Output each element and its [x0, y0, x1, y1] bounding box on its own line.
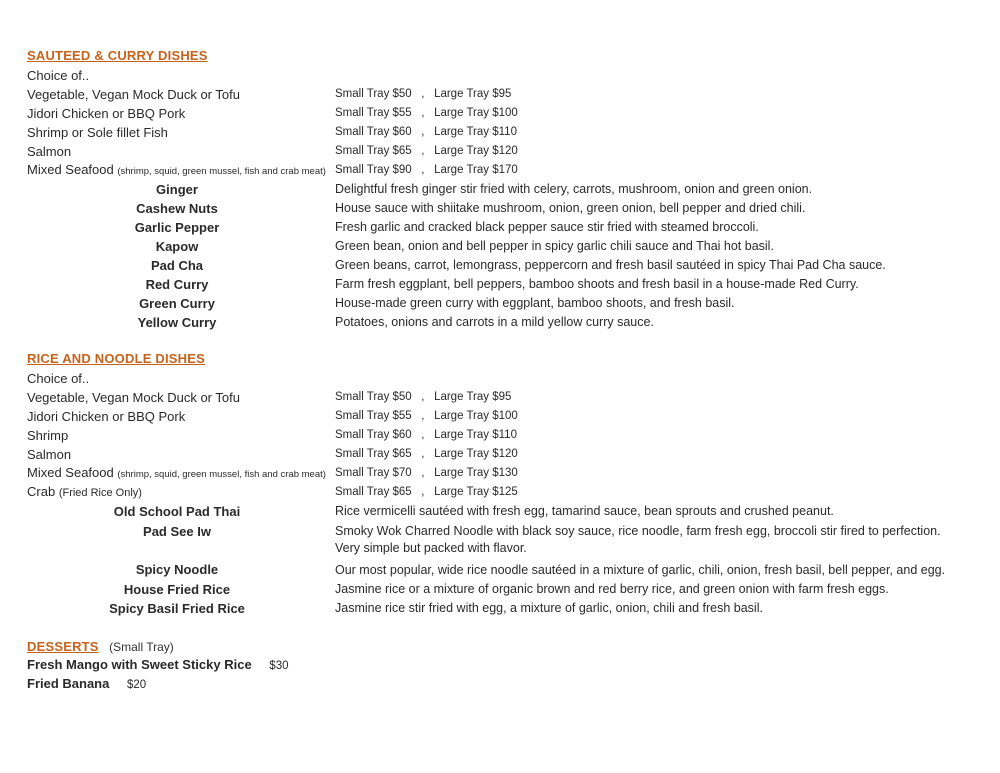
dish-name: Spicy Basil Fried Rice — [109, 601, 245, 616]
dish-description: Fresh garlic and cracked black pepper sauce stir fried with steamed broccoli. — [335, 220, 759, 234]
dessert-price: $20 — [126, 679, 147, 691]
dessert-item — [27, 676, 146, 691]
protein-note: (shrimp, squid, green mussel, fish and crab meat) — [117, 469, 326, 480]
protein-note: (Fried Rice Only) — [58, 487, 142, 499]
dish-description: Jasmine rice or a mixture of organic brown and red berry rice, and green onion with farm fresh eggs. — [335, 582, 889, 596]
dessert-name: Fresh Mango with Sweet Sticky Rice — [27, 657, 252, 672]
protein-price: Small Tray $65 , Large Tray $125 — [335, 486, 518, 498]
dish-name: House Fried Rice — [123, 582, 231, 597]
protein-price: Small Tray $65 , Large Tray $120 — [335, 448, 518, 460]
dish-name: Pad See Iw — [143, 524, 211, 539]
protein-name-row — [27, 162, 326, 177]
dish-name: Pad Cha — [150, 258, 203, 273]
dish-description: Jasmine rice stir fried with egg, a mixture of garlic, onion, chili and fresh basil. — [335, 601, 763, 615]
protein-name: Salmon — [27, 144, 72, 159]
desserts-subheading: (Small Tray) — [109, 640, 174, 654]
dish-description: Potatoes, onions and carrots in a mild yellow curry sauce. — [335, 315, 654, 329]
protein-name: Jidori Chicken or BBQ Pork — [27, 409, 186, 424]
protein-note: (shrimp, squid, green mussel, fish and crab meat) — [117, 166, 326, 177]
protein-name: Vegetable, Vegan Mock Duck or Tofu — [27, 87, 240, 102]
dish-name: Red Curry — [145, 277, 209, 292]
protein-price: Small Tray $90 , Large Tray $170 — [335, 164, 518, 176]
protein-name: Mixed Seafood — [27, 465, 114, 480]
protein-price: Small Tray $60 , Large Tray $110 — [335, 429, 517, 441]
protein-price: Small Tray $50 , Large Tray $95 — [335, 391, 512, 403]
dish-description: House sauce with shiitake mushroom, onion, green onion, bell pepper and dried chili. — [335, 201, 806, 215]
protein-name: Crab — [27, 484, 56, 499]
dish-name: Ginger — [156, 182, 198, 197]
protein-price: Small Tray $55 , Large Tray $100 — [335, 410, 518, 422]
dish-description: Green bean, onion and bell pepper in spicy garlic chili sauce and Thai hot basil. — [335, 239, 774, 253]
dish-name: Garlic Pepper — [134, 220, 220, 235]
section-heading-row-desserts — [27, 638, 174, 656]
dessert-item — [27, 657, 288, 672]
dish-description: Rice vermicelli sautéed with fresh egg, tamarind sauce, bean sprouts and crushed peanut. — [335, 504, 834, 518]
dish-name: Cashew Nuts — [136, 201, 218, 216]
protein-name: Shrimp or Sole fillet Fish — [27, 125, 168, 140]
dish-description: Green beans, carrot, lemongrass, peppercorn and fresh basil sautéed in spicy Thai Pad Cha sauce. — [335, 258, 886, 272]
section-heading-sauteed: SAUTEED & CURRY DISHES — [27, 48, 208, 63]
dish-name: Yellow Curry — [137, 315, 217, 330]
protein-name: Shrimp — [27, 428, 69, 443]
protein-price: Small Tray $55 , Large Tray $100 — [335, 107, 518, 119]
dessert-price: $30 — [269, 660, 289, 672]
protein-name: Vegetable, Vegan Mock Duck or Tofu — [27, 390, 240, 405]
dish-description: Delightful fresh ginger stir fried with celery, carrots, mushroom, onion and green onion. — [335, 182, 813, 196]
dish-description-continued: Very simple but packed with flavor. — [335, 541, 527, 555]
protein-name: Salmon — [27, 447, 72, 462]
protein-price: Small Tray $70 , Large Tray $130 — [335, 467, 518, 479]
section-heading-desserts: DESSERTS — [27, 639, 99, 654]
dish-description: Smoky Wok Charred Noodle with black soy sauce, rice noodle, farm fresh egg, broccoli stir fired to perfection. — [335, 524, 941, 538]
dessert-name: Fried Banana — [27, 676, 110, 691]
dish-name: Green Curry — [139, 296, 215, 311]
protein-name-row — [27, 465, 326, 480]
protein-name-row — [27, 484, 142, 499]
protein-name: Jidori Chicken or BBQ Pork — [27, 106, 186, 121]
choice-label: Choice of.. — [27, 68, 90, 83]
protein-price: Small Tray $50 , Large Tray $95 — [335, 88, 512, 100]
section-heading-rice-noodle: RICE AND NOODLE DISHES — [27, 351, 205, 366]
dish-name: Old School Pad Thai — [113, 504, 241, 519]
choice-label: Choice of.. — [27, 371, 90, 386]
dish-description: Farm fresh eggplant, bell peppers, bamboo shoots and fresh basil in a house-made Red Curry. — [335, 277, 859, 291]
dish-description: House-made green curry with eggplant, bamboo shoots, and fresh basil. — [335, 296, 735, 310]
protein-price: Small Tray $65 , Large Tray $120 — [335, 145, 518, 157]
dish-name: Kapow — [155, 239, 199, 254]
dish-name: Spicy Noodle — [135, 562, 219, 577]
protein-price: Small Tray $60 , Large Tray $110 — [335, 126, 517, 138]
protein-name: Mixed Seafood — [27, 162, 114, 177]
dish-description: Our most popular, wide rice noodle sautéed in a mixture of garlic, chili, onion, fresh basil, bell pepper, and egg. — [335, 563, 946, 577]
